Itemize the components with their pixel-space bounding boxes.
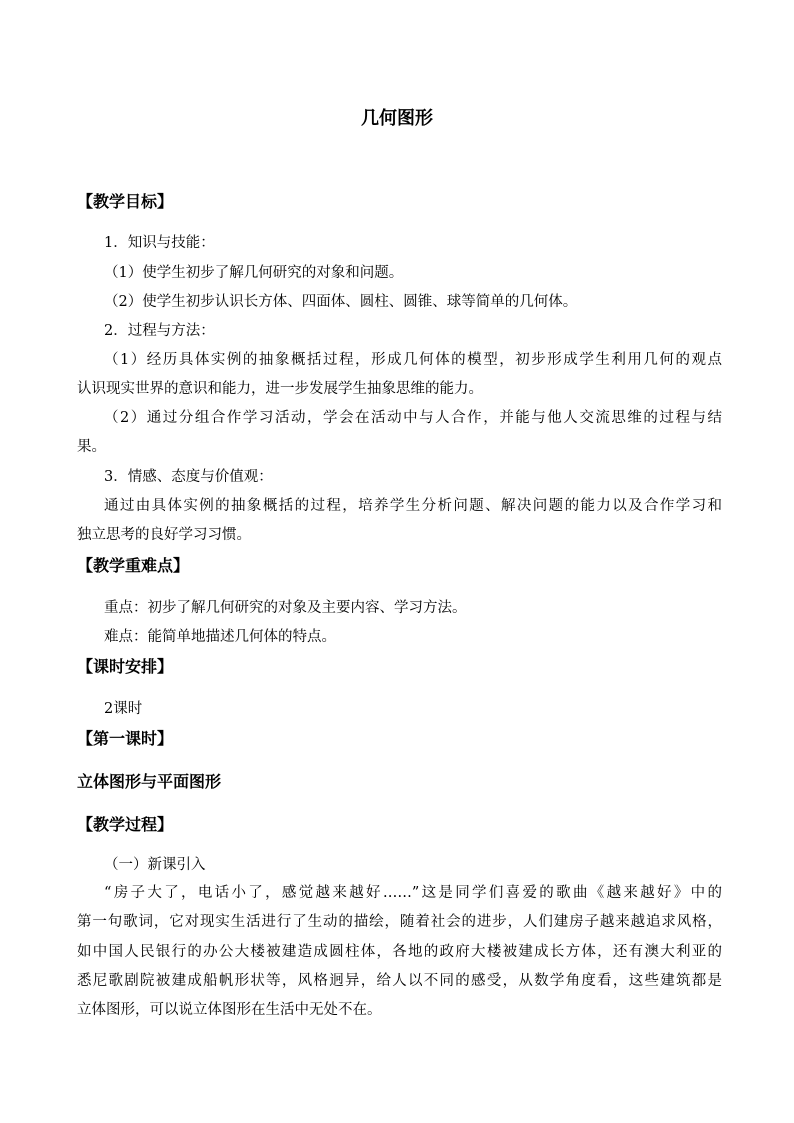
lesson1-heading: 【第一课时】 [77, 729, 174, 748]
intro-paragraph-line: “房子大了，电话小了，感觉越来越好……”这是同学们喜爱的歌曲《越来越好》中的 [104, 885, 722, 901]
objective-item-continued: 果。 [77, 439, 106, 455]
schedule-heading: 【课时安排】 [77, 657, 174, 676]
intro-paragraph-line: 第一句歌词，它对现实生活进行了生动的描绘，随着社会的进步，人们建房子越来越追求风格， [77, 914, 722, 930]
process-heading: 【教学过程】 [77, 815, 174, 834]
focus-point: 重点：初步了解几何研究的对象及主要内容、学习方法。 [104, 600, 467, 616]
objective-item-continued: 独立思考的良好学习习惯。 [77, 527, 251, 543]
objective-item-continued: 认识现实世界的意识和能力，进一步发展学生抽象思维的能力。 [77, 381, 483, 397]
objective-item: （1）经历具体实例的抽象概括过程，形成几何体的模型，初步形成学生利用几何的观点 [104, 352, 722, 368]
lesson1-topic: 立体图形与平面图形 [77, 772, 222, 791]
schedule-value: 2课时 [104, 701, 143, 717]
page-title: 几何图形 [361, 108, 433, 129]
knowledge-skills-label: 1．知识与技能： [104, 235, 215, 251]
difficulty-point: 难点：能简单地描述几何体的特点。 [104, 629, 336, 645]
intro-label: （一）新课引入 [104, 857, 206, 873]
intro-paragraph-line: 如中国人民银行的办公大楼被建造成圆柱体，各地的政府大楼被建成长方体，还有澳大利亚的 [77, 944, 722, 960]
process-method-label: 2．过程与方法： [104, 323, 215, 339]
objective-item: 通过由具体实例的抽象概括的过程，培养学生分析问题、解决问题的能力以及合作学习和 [104, 498, 722, 514]
intro-paragraph-line: 立体图形，可以说立体图形在生活中无处不在。 [77, 1002, 382, 1018]
emotion-values-label: 3．情感、态度与价值观： [104, 469, 273, 485]
intro-paragraph-line: 悉尼歌剧院被建成船帆形状等，风格迥异，给人以不同的感受，从数学角度看，这些建筑都是 [77, 973, 722, 989]
key-points-heading: 【教学重难点】 [77, 556, 190, 575]
objectives-heading: 【教学目标】 [77, 192, 174, 211]
objective-item: （2）通过分组合作学习活动，学会在活动中与人合作，并能与他人交流思维的过程与结 [104, 410, 722, 426]
objective-item: （1）使学生初步了解几何研究的对象和问题。 [104, 265, 404, 281]
objective-item: （2）使学生初步认识长方体、四面体、圆柱、圆锥、球等简单的几何体。 [104, 294, 578, 310]
